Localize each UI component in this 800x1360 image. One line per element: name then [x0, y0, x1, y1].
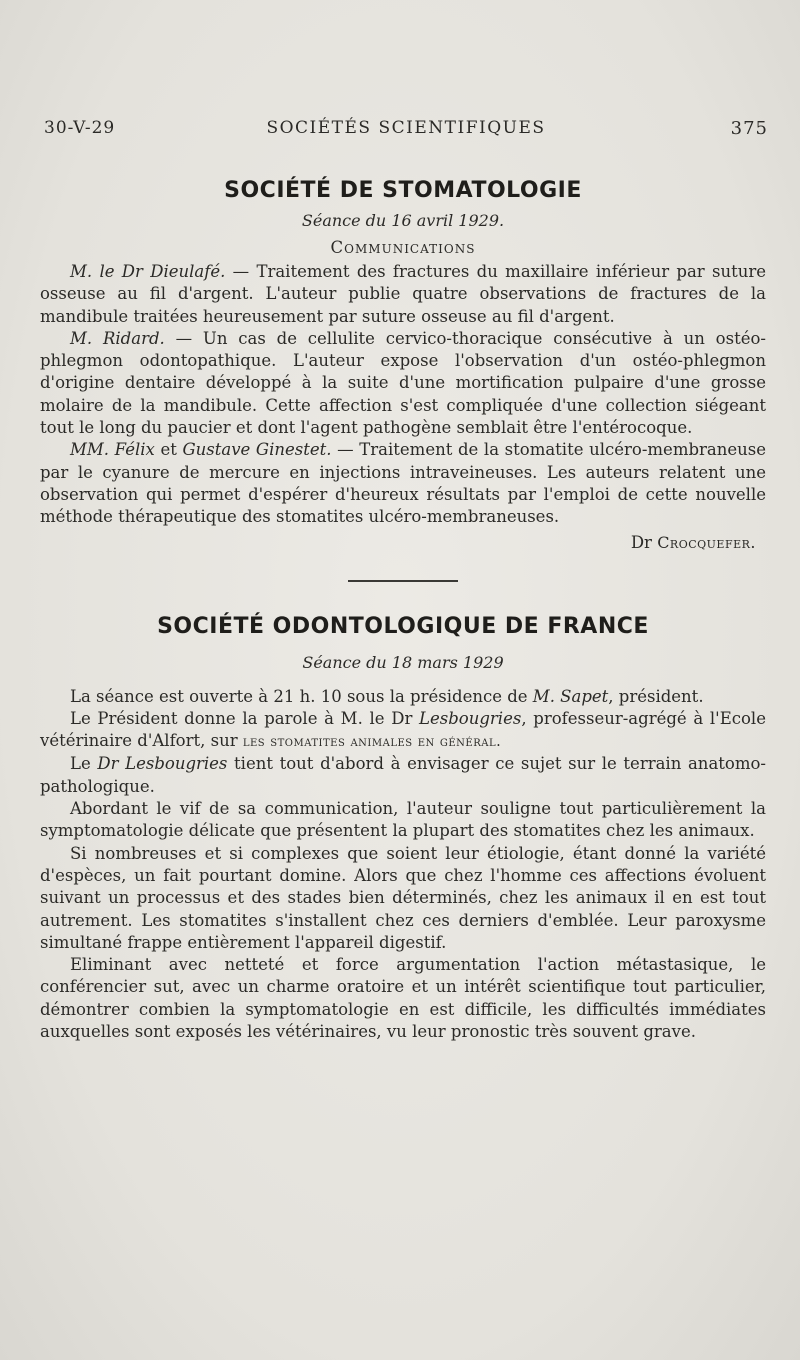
author-ginestet: Gustave Ginestet.	[182, 440, 332, 460]
paragraph-conclusion: Eliminant avec netteté et force argumentation l'action métastasique, le conférencier sut, avec un charme oratoire et un intérêt scientifique tout particulier, démontrer combien la symptomatologie en est difficile, les difficultés immédiates auxquelles sont exposés les vétérinaires, vu leur pronostic très souvent grave.	[40, 955, 766, 1042]
paragraph-speaker	[40, 708, 766, 754]
paragraph-opening	[40, 686, 766, 708]
author-dieulafe: M. le Dr Dieulafé.	[70, 262, 226, 281]
president-name: M. Sapet	[532, 686, 609, 706]
communication-dieulafe	[40, 261, 766, 328]
society-title-stomatologie: SOCIÉTÉ DE STOMATOLOGIE	[224, 178, 582, 203]
paragraph-text: tient tout d'abord à envisager ce sujet sur le terrain anatomo-pathologique.	[40, 754, 766, 796]
signature-name: Crocquefer.	[657, 532, 756, 552]
section-heading: SOCIÉTÉS SCIENTIFIQUES	[266, 118, 546, 138]
running-head	[44, 118, 768, 142]
paragraph-symptomatology: Abordant le vif de sa communication, l'auteur souligne tout particulièrement la symptomatologie délicate que présentent la plupart des stomatites chez les animaux.	[40, 799, 766, 841]
communication-text: — Un cas de cellulite cervico-thoracique consécutive à un ostéo-phlegmon odontopathique. L'auteur expose l'observation d'un ostéo-phlegmon d'origine dentaire développé à la suite d'une mortification pulpaire d'une grosse molaire de la mandibule. Cette affection s'est compliquée d'une collection siégeant tout le long du paucier et dont l'agent pathogène semblait être l'entérocoque.	[40, 328, 766, 438]
paragraph-etiology: Si nombreuses et si complexes que soient leur étiologie, étant donné la variété d'espèces, un fait pourtant domine. Alors que chez l'homme ces affections évoluent suivant un processus et des stades bien déterminés, chez les animaux il en est tout autrement. Les stomatites s'installent chez ces derniers d'emblée. Leur paroxysme simultané frappe entièrement l'appareil digestif.	[40, 843, 766, 952]
communication-text: — Traitement de la stomatite ulcéro-membraneuse par le cyanure de mercure en injections intraveineuses. Les auteurs relatent une observation qui permet d'espérer d'heureux résultats par l'emploi de cette nouvelle méthode thérapeutique des stomatites ulcéro-membraneuses.	[40, 440, 766, 527]
communications-heading: Communications	[330, 238, 476, 257]
paragraph-text: Le	[70, 754, 98, 774]
section-divider	[348, 580, 458, 582]
page-number: 375	[730, 118, 768, 139]
session-date-stomatologie: Séance du 16 avril 1929.	[301, 211, 505, 230]
author-ridard: M. Ridard.	[70, 328, 165, 348]
paragraph-text: Le Président donne la parole à M. le Dr	[70, 708, 420, 728]
issue-date: 30-V-29	[44, 118, 116, 138]
signature	[40, 533, 766, 552]
paragraph-text: La séance est ouverte à 21 h. 10 sous la présidence de	[70, 686, 533, 706]
paragraph-text: , professeur-agrégé à l'Ecole vétérinaire d'Alfort, sur	[40, 708, 766, 751]
page-body	[40, 178, 766, 1043]
session-date-odontologique: Séance du 18 mars 1929	[302, 652, 504, 672]
author-felix: MM. Félix	[70, 440, 155, 460]
speaker-name: Lesbougries	[419, 708, 522, 728]
society-title-odontologique: SOCIÉTÉ ODONTOLOGIQUE DE FRANCE	[157, 613, 649, 639]
communication-ridard	[40, 328, 766, 439]
lecture-topic: les stomatites animales en général.	[242, 734, 502, 751]
paragraph-terrain	[40, 753, 766, 798]
communication-felix-ginestet	[40, 439, 766, 528]
speaker-name: Dr Lesbougries	[97, 754, 228, 774]
conjunction: et	[154, 440, 183, 460]
paragraph-text: , président.	[608, 686, 704, 706]
signature-prefix: Dr	[630, 532, 658, 552]
communication-text: — Traitement des fractures du maxillaire inférieur par suture osseuse au fil d'argent. L'auteur publie quatre observations de fractures de la mandibule traitées heureusement par suture osseuse au fil d'argent.	[40, 262, 766, 326]
